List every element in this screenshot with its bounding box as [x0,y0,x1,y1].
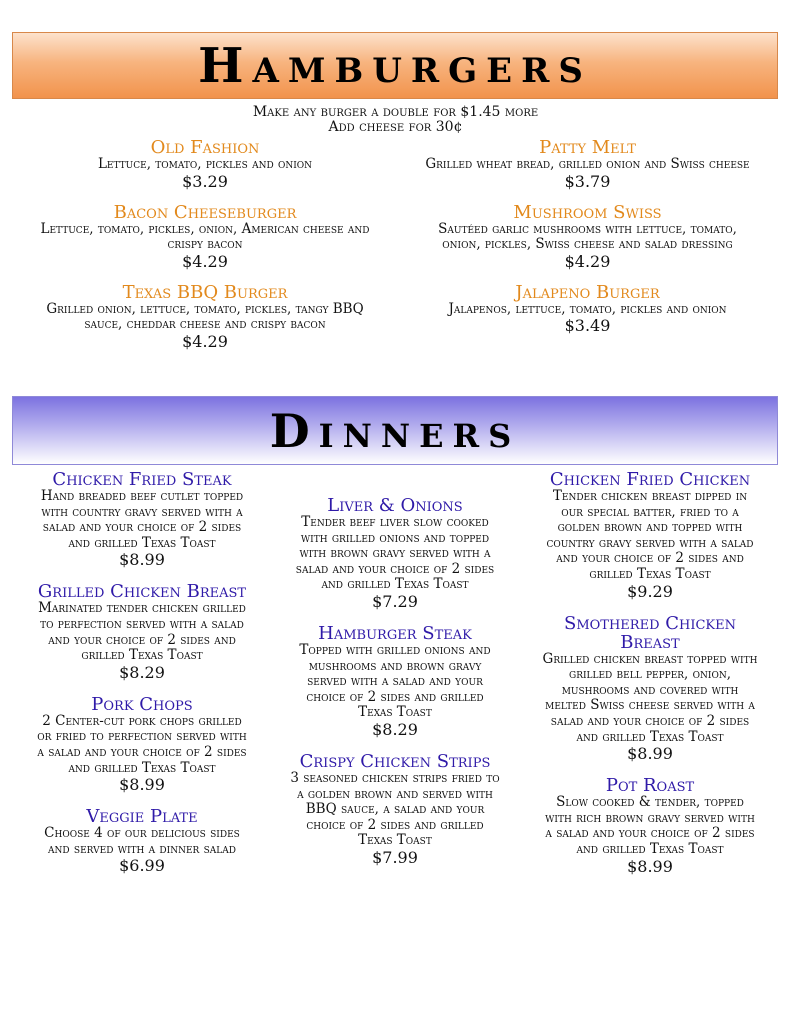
hamburgers-heading: Hamburgers [12,32,778,99]
item-description: Lettuce, tomato, pickles and onion [97,156,313,172]
item-name: Smothered Chicken Breast [564,612,736,653]
item-price: $3.49 [564,316,611,336]
item-description: Tender beef liver slow cooked with grilled onions and topped with brown gravy served with a salad and your choice of 2 sides and grilled Texas Toast [295,514,495,593]
item-description: 3 seasoned chicken strips fried to a golden brown and served with BBQ sauce, a salad and your choice of 2 sides and grilled Texas Toast [290,769,500,849]
item-description: 2 Center-cut pork chops grilled or fried to perfection served with a salad and your choice of 2 sides and grilled Texas Toast [37,712,247,776]
item-description: Jalapenos, lettuce, tomato, pickles and onion [448,300,727,317]
menu-item [36,807,248,874]
item-price: $3.79 [564,171,611,191]
item-name: Jalapeno Burger [515,281,660,303]
item-name: Mushroom Swiss [513,201,662,223]
item-price: $8.99 [119,550,165,570]
dinners-middle-column [288,496,502,880]
menu-item [36,582,248,680]
item-name: Hamburger Steak [318,622,472,644]
dinners-heading: Dinners [12,396,778,465]
menu-item [420,203,755,270]
item-description: Lettuce, tomato, pickles, onion, American cheese and crispy bacon [40,220,370,253]
item-price: $4.29 [182,251,228,271]
item-description: Tender chicken breast dipped in our special batter, fried to a golden brown and topped with country gravy served with a salad and your choice of 2 sides and grilled Texas Toast [546,488,754,582]
item-price: $4.29 [182,331,228,351]
menu-item [542,614,758,763]
item-name: Patty Melt [539,137,636,158]
add-cheese-note: Add cheese for 30¢ [328,119,463,135]
menu-item [420,138,755,190]
item-price: $6.99 [119,856,165,876]
item-price: $8.99 [119,775,165,795]
item-description: Sautéed garlic mushrooms with lettuce, tomato, onion, pickles, Swiss cheese and salad dressing [438,220,737,253]
menu-item [40,203,370,270]
hamburgers-right-column [420,138,755,347]
menu-item [40,138,370,190]
item-description: Grilled chicken breast topped with grilled bell pepper, onion, mushrooms and covered with melted Swiss cheese served with a salad and your choice of 2 sides and grilled Texas Toast [542,650,758,745]
item-price: $8.29 [119,662,165,682]
item-name: Chicken Fried Steak [52,469,232,490]
menu-item [420,283,755,335]
item-name: Crispy Chicken Strips [299,750,491,772]
item-description: Topped with grilled onions and mushrooms and brown gravy served with a salad and your choice of 2 sides and grilled Texas Toast [299,641,491,721]
item-name: Texas BBQ Burger [122,281,288,303]
item-name: Veggie Plate [86,806,198,828]
dinners-left-column [36,470,248,888]
item-name: Pot Roast [605,775,695,797]
menu-item [36,695,248,793]
menu-item [288,752,502,866]
item-name: Liver & Onions [327,495,463,516]
item-price: $8.99 [627,744,673,764]
item-price: $8.29 [372,719,418,739]
item-name: Pork Chops [91,693,193,715]
menu-item [288,624,502,738]
item-name: Grilled Chicken Breast [37,581,247,603]
double-burger-note: Make any burger a double for $1.45 more [252,104,539,120]
item-price: $7.29 [372,591,418,611]
item-price: $9.29 [627,581,673,601]
item-description: Grilled wheat bread, grilled onion and Swiss cheese [425,156,750,172]
item-name: Chicken Fried Chicken [549,469,751,490]
menu-item [36,470,248,568]
menu-item [542,776,758,874]
hamburgers-left-column [40,138,370,363]
item-price: $3.29 [182,171,228,191]
item-description: Hand breaded beef cutlet topped with country gravy served with a salad and your choice of 2 sides and grilled Texas Toast [40,488,244,551]
item-description: Choose 4 of our delicious sides and served with a dinner salad [44,825,240,857]
dinners-right-column [542,470,758,889]
item-price: $4.29 [564,251,611,271]
item-price: $8.99 [627,856,673,876]
item-name: Bacon Cheeseburger [113,201,297,223]
item-price: $7.99 [372,847,418,867]
item-description: Marinated tender chicken grilled to perfection served with a salad and your choice of 2 sides and grilled Texas Toast [38,600,246,664]
item-name: Old Fashion [150,137,260,158]
menu-item [40,283,370,350]
item-description: Slow cooked & tender, topped with rich brown gravy served with a salad and your choice of 2 sides and grilled Texas Toast [545,794,755,857]
item-description: Grilled onion, lettuce, tomato, pickles, tangy BBQ sauce, cheddar cheese and crispy bacon [46,300,364,333]
menu-item [542,470,758,600]
menu-item [288,496,502,610]
